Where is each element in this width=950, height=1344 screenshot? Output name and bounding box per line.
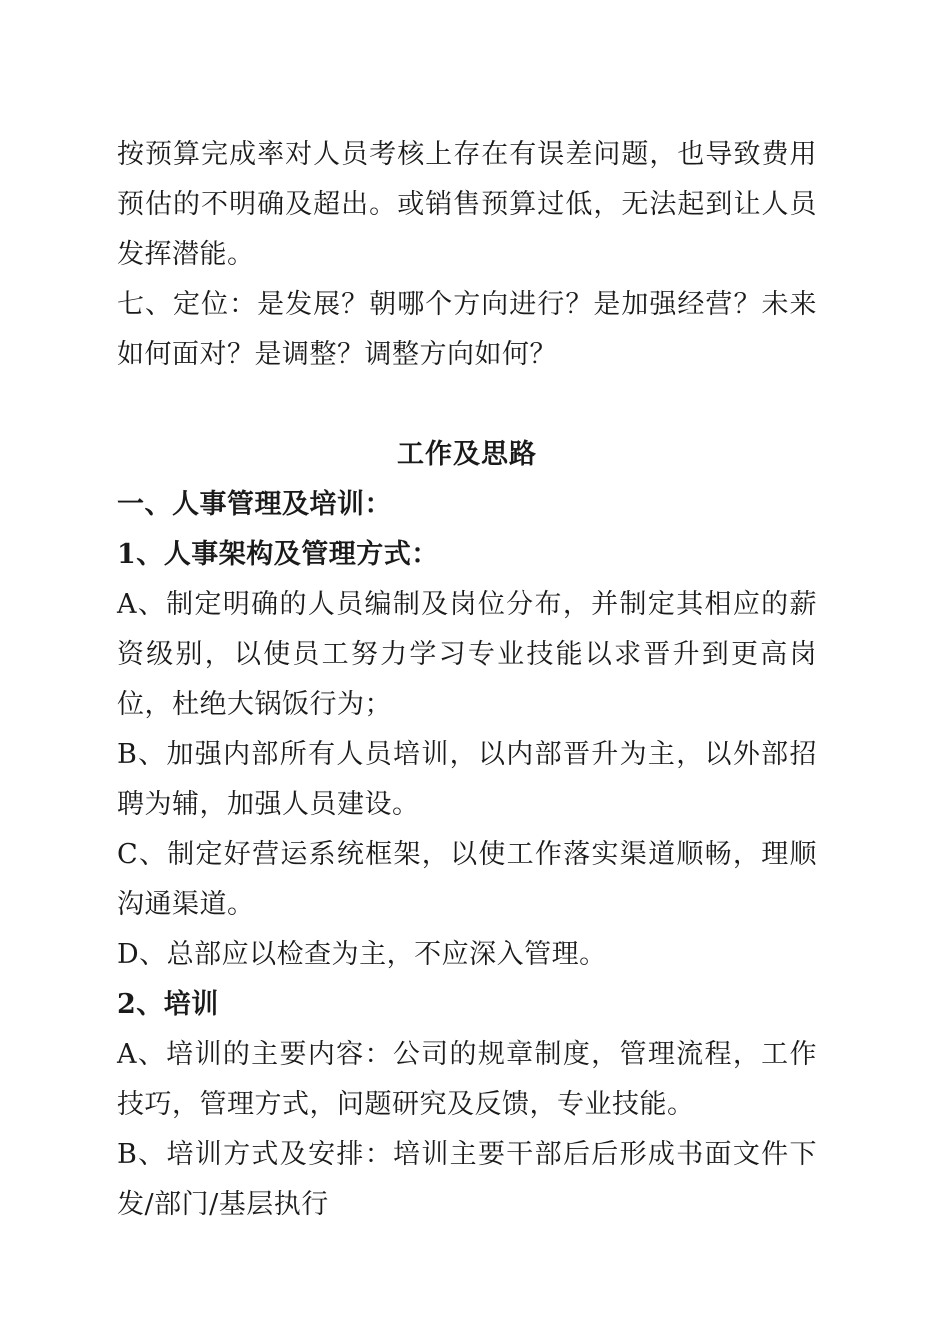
list-item-d: D、总部应以检查为主，不应深入管理。 xyxy=(117,939,607,970)
heading-hr-training: 一、人事管理及培训： xyxy=(117,489,392,520)
training-item-a: A、培训的主要内容：公司的规章制度，管理流程，工作技巧，管理方式，问题研究及反馈，专业技能。 xyxy=(117,1039,817,1120)
list-item-a: A、制定明确的人员编制及岗位分布，并制定其相应的薪资级别，以使员工努力学习专业技能以求晋升到更高岗位，杜绝大锅饭行为； xyxy=(117,589,817,720)
intro-paragraph-budget: 按预算完成率对人员考核上存在有误差问题，也导致费用预估的不明确及超出。或销售预算过低，无法起到让人员发挥潜能。 xyxy=(117,139,817,270)
list-item-b: B、加强内部所有人员培训，以内部晋升为主，以外部招聘为辅，加强人员建设。 xyxy=(117,739,817,820)
intro-paragraph-positioning: 七、定位：是发展？朝哪个方向进行？是加强经营？未来如何面对？是调整？调整方向如何？ xyxy=(117,289,817,370)
sub-heading-training: 2、培训 xyxy=(117,989,219,1020)
sub-heading-structure: 1、人事架构及管理方式： xyxy=(117,539,439,570)
training-item-b: B、培训方式及安排：培训主要干部后后形成书面文件下发/部门/基层执行 xyxy=(117,1139,817,1220)
section-spacer xyxy=(117,380,817,430)
document-body xyxy=(117,130,817,1230)
list-item-c: C、制定好营运系统框架，以使工作落实渠道顺畅，理顺沟通渠道。 xyxy=(117,839,817,920)
section-title: 工作及思路 xyxy=(397,439,537,470)
